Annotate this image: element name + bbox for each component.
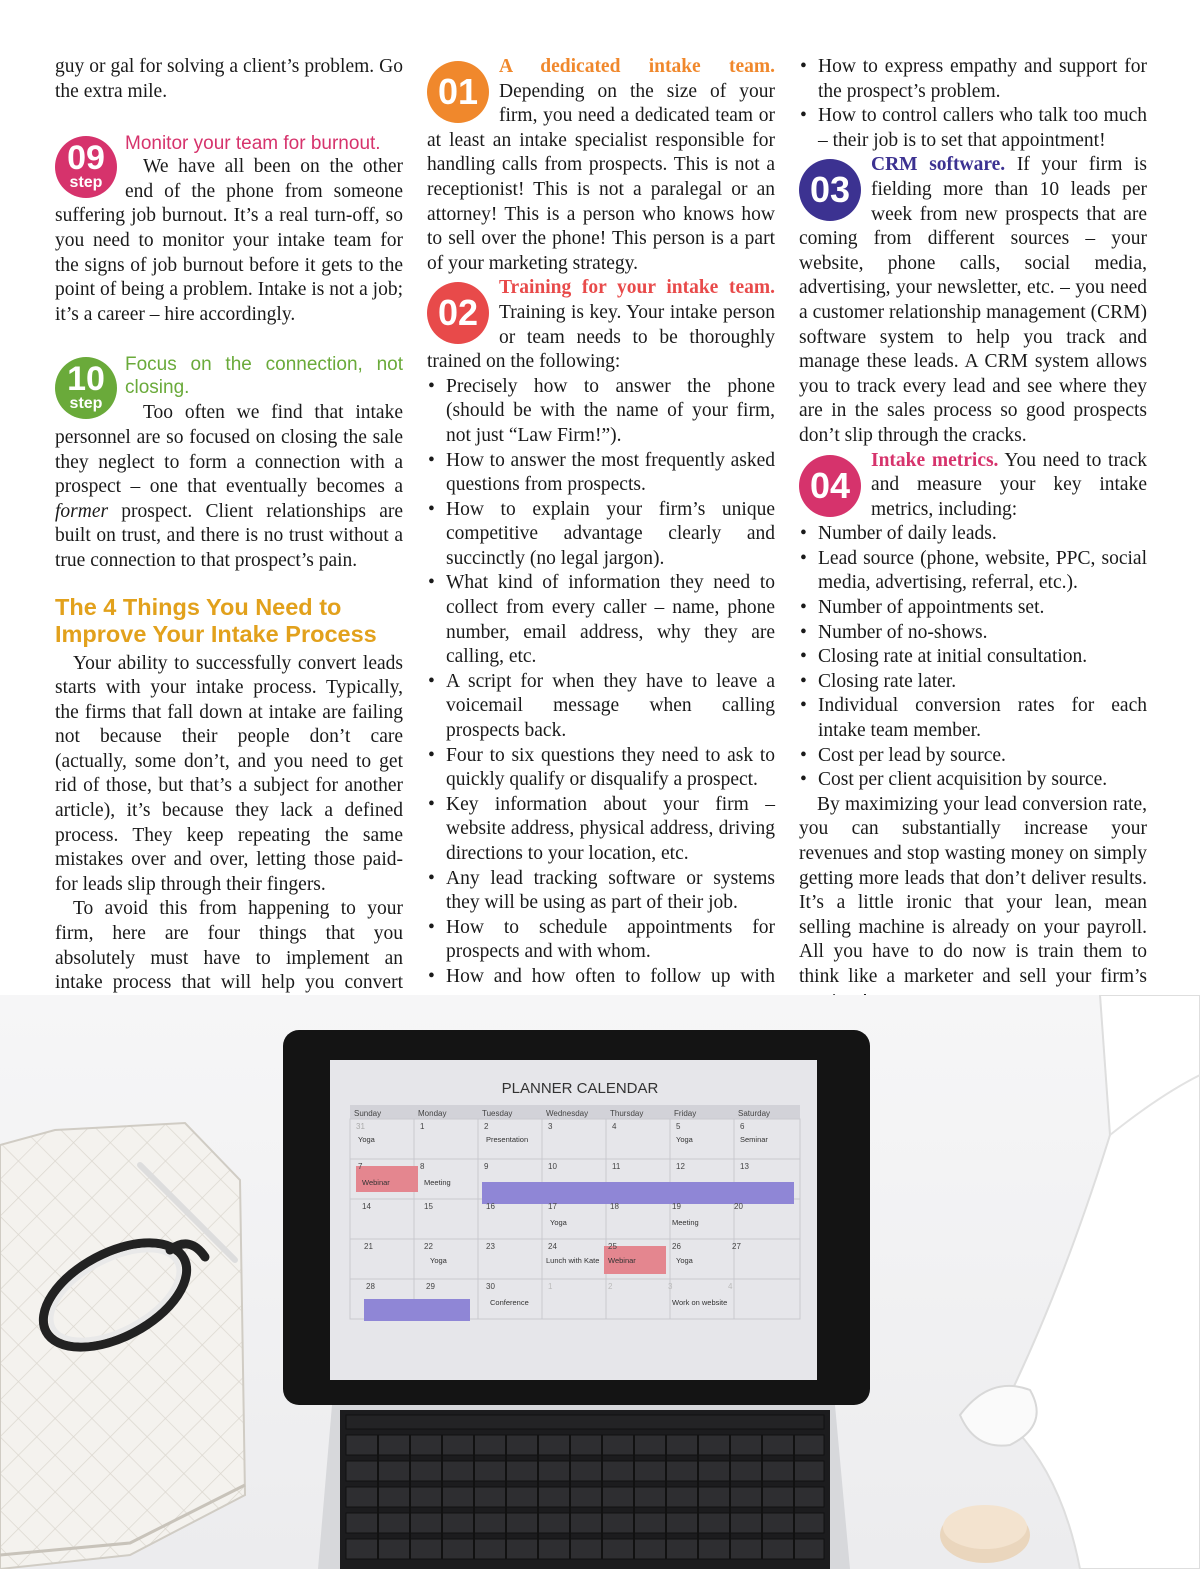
day-number: 3 — [548, 1122, 553, 1131]
day-number: 19 — [672, 1202, 681, 1211]
day-number: 8 — [420, 1162, 425, 1171]
event-label: Yoga — [430, 1256, 447, 1265]
item-02 — [427, 276, 775, 374]
weekday-label: Wednesday — [546, 1109, 589, 1118]
closing-paragraph: By maximizing your lead conversion rate, you can substantially increase your revenues and stop wasting money on simply getting more leads that don’t deliver results. It’s a little ironic that your lean, mean selling machine is already on your payroll. All you have to do now is train them to think like a marketer and sell your firm’s — [799, 793, 1147, 987]
event-block-conference — [364, 1299, 470, 1321]
item-03 — [799, 153, 1147, 448]
item-01 — [427, 55, 775, 276]
metrics-list — [799, 522, 1147, 793]
event-label: Presentation — [486, 1135, 529, 1144]
item-04-lead: Intake metrics. — [871, 449, 999, 471]
training-list — [427, 375, 775, 1014]
day-number: 29 — [426, 1282, 435, 1291]
training-list-continued — [799, 55, 1147, 153]
event-label: Conference — [490, 1298, 529, 1307]
day-number: 1 — [548, 1282, 553, 1291]
event-label: Yoga — [676, 1135, 693, 1144]
day-number: 2 — [484, 1122, 489, 1131]
weekday-label: Saturday — [738, 1109, 771, 1118]
quilted-notebook — [0, 1123, 245, 1569]
item-02-badge: 02 — [427, 282, 489, 344]
list-item: • Closing rate at initial consultation. — [818, 645, 1147, 670]
day-number: 6 — [740, 1122, 745, 1131]
event-label: Webinar — [608, 1256, 636, 1265]
step-09 — [55, 132, 403, 327]
list-item: • Key information about your firm – website address, physical address, driving directions to your location, etc. — [446, 793, 775, 867]
weekday-label: Tuesday — [482, 1109, 513, 1118]
rolled-paper — [960, 995, 1200, 1569]
step-10 — [55, 353, 403, 573]
day-number: 31 — [356, 1122, 365, 1131]
day-number: 22 — [424, 1242, 433, 1251]
macaron — [940, 1505, 1030, 1563]
day-number: 21 — [364, 1242, 373, 1251]
item-04 — [799, 449, 1147, 523]
list-item: • Cost per client acquisition by source. — [818, 768, 1147, 793]
weekday-label: Sunday — [354, 1109, 382, 1118]
step-10-badge: 10 step — [55, 357, 117, 419]
list-item: • How to answer the most frequently asked questions from prospects. — [446, 449, 775, 498]
day-number: 11 — [612, 1162, 621, 1171]
day-number: 14 — [362, 1202, 371, 1211]
list-item: • What kind of information they need to collect from every caller – name, phone number, email address, why they are calling, etc. — [446, 571, 775, 669]
list-item: • Individual conversion rates for each intake team member. — [818, 694, 1147, 743]
intro-text: guy or gal for solving a client’s problem. Go the extra mile. — [55, 56, 403, 102]
day-number: 25 — [608, 1242, 617, 1251]
day-number: 3 — [668, 1282, 673, 1291]
day-number: 4 — [728, 1282, 733, 1291]
item-04-badge: 04 — [799, 455, 861, 517]
day-number: 4 — [612, 1122, 617, 1131]
laptop-keyboard — [318, 1405, 850, 1569]
column-2 — [427, 55, 775, 1014]
item-01-badge: 01 — [427, 61, 489, 123]
event-label: Work on website — [672, 1298, 728, 1307]
day-number: 26 — [672, 1242, 681, 1251]
item-01-lead: A dedicated intake team. — [499, 56, 775, 77]
calendar-title: PLANNER CALENDAR — [501, 1080, 659, 1097]
day-number: 5 — [676, 1122, 681, 1131]
list-item: • Number of appointments set. — [818, 596, 1147, 621]
list-item: • Cost per lead by source. — [818, 744, 1147, 769]
item-02-lead: Training for your intake team. — [499, 277, 775, 299]
weekday-label: Thursday — [610, 1109, 644, 1118]
day-number: 12 — [676, 1162, 685, 1171]
event-label: Yoga — [676, 1256, 693, 1265]
event-label: Seminar — [740, 1135, 768, 1144]
day-number: 17 — [548, 1202, 557, 1211]
list-item: • Precisely how to answer the phone (should be with the name of your firm, not just “Law Firm!”). — [446, 375, 775, 449]
day-number: 20 — [734, 1202, 743, 1211]
day-number: 7 — [358, 1162, 363, 1171]
list-item: • Any lead tracking software or systems they will be using as part of their job. — [446, 867, 775, 916]
list-item: • How to schedule appointments for prospects and with whom. — [446, 916, 775, 965]
step-10-body: Too often we find that intake personnel are so focused on closing the sale they neglect to form a connection with a prospect – one that eventually becomes a former prospect. Client relationships are built on trust, and there is no trust without a true connection to that prospect’s pain. — [55, 402, 403, 571]
day-number: 24 — [548, 1242, 557, 1251]
day-number: 10 — [548, 1162, 557, 1171]
event-label: Yoga — [550, 1218, 567, 1227]
day-number: 16 — [486, 1202, 495, 1211]
list-item: • Four to six questions they need to ask to quickly qualify or disqualify a prospect. — [446, 744, 775, 793]
step-10-heading: Focus on the connection, not closing. — [125, 354, 403, 399]
list-item: • How to explain your firm’s unique competitive advantage clearly and succinctly (no legal jargon). — [446, 498, 775, 572]
event-label: Webinar — [362, 1178, 390, 1187]
laptop-photo-illustration — [0, 995, 1200, 1569]
laptop-photo — [0, 995, 1200, 1569]
intro-paragraph-1: Your ability to successfully convert leads starts with your intake process. Typically, the firms that fall down at intake are failing not because their people don’t care (actually, some don’t, and you need to get rid of those, but that’s a subject for another article), it’s because they lack a defined process. They keep repeating the same mistakes over and over, letting those paid-for leads slip through their fingers. — [55, 652, 403, 895]
event-label: Meeting — [672, 1218, 699, 1227]
list-item: • How to express empathy and support for the prospect’s problem. — [818, 55, 1147, 104]
list-item: • How and how often to follow up with — [446, 965, 775, 1014]
list-item: • Number of no-shows. — [818, 621, 1147, 646]
item-02-body: Training is key. Your intake person or team needs to be thoroughly trained on the following: — [427, 301, 775, 373]
column-1 — [55, 55, 403, 1020]
event-block-week — [482, 1182, 794, 1204]
day-number: 13 — [740, 1162, 749, 1171]
list-item: • Number of daily leads. — [818, 522, 1147, 547]
day-number: 27 — [732, 1242, 741, 1251]
day-number: 1 — [420, 1122, 425, 1131]
laptop-screen — [283, 1030, 870, 1405]
day-number: 30 — [486, 1282, 495, 1291]
day-number: 9 — [484, 1162, 489, 1171]
day-number: 15 — [424, 1202, 433, 1211]
item-01-body: Depending on the size of your firm, you need a dedicated team or at least an intake specialist responsible for handling calls from prospects. This is not a receptionist! This is not a paralegal or an attorney! This is a person who knows how to sell over the phone! This person is a part of your marketing strategy. — [427, 80, 775, 274]
list-item: • Lead source (phone, website, PPC, social media, advertising, referral, etc.). — [818, 547, 1147, 596]
item-03-lead: CRM software. — [871, 154, 1006, 176]
day-number: 28 — [366, 1282, 375, 1291]
day-number: 23 — [486, 1242, 495, 1251]
list-item: • A script for when they have to leave a voicemail message when calling prospects back. — [446, 670, 775, 744]
list-item: • Closing rate later. — [818, 670, 1147, 695]
list-item: • How to control callers who talk too much – their job is to set that appointment! — [818, 104, 1147, 153]
event-label: Meeting — [424, 1178, 451, 1187]
day-number: 2 — [608, 1282, 613, 1291]
step-09-badge: 09 step — [55, 136, 117, 198]
day-number: 18 — [610, 1202, 619, 1211]
weekday-label: Friday — [674, 1109, 697, 1118]
event-label: Yoga — [358, 1135, 375, 1144]
section-title: The 4 Things You Need to Improve Your Intake Process — [55, 593, 377, 647]
step-09-body: We have all been on the other end of the phone from someone suffering job burnout. It’s a real turn-off, so you need to monitor your intake team for the signs of job burnout before it gets to the point of being a problem. Intake is not a job; it’s a career – hire accordingly. — [55, 156, 403, 325]
intro-paragraph-2: To avoid this from happening to your firm, here are four things that you absolutely must have to implement an intake process that will help you convert — [55, 898, 403, 994]
weekday-label: Monday — [418, 1109, 447, 1118]
item-03-body: If your firm is fielding more than 10 leads per week from new prospects that are coming from different sources – your website, phone calls, social media, advertising, your newsletter, etc. – you need a customer relationship management (CRM) software system to help you track and manage these leads. A CRM system allows you to track every lead and see where they are in the sales process so good prospects don’t slip through the cracks. — [799, 154, 1147, 446]
column-3 — [799, 55, 1147, 1014]
event-label: Lunch with Kate — [546, 1256, 600, 1265]
item-04-body: You need to track and measure your key intake metrics, including: — [871, 449, 1147, 520]
step-09-heading: Monitor your team for burnout. — [125, 133, 381, 155]
item-03-badge: 03 — [799, 159, 861, 221]
